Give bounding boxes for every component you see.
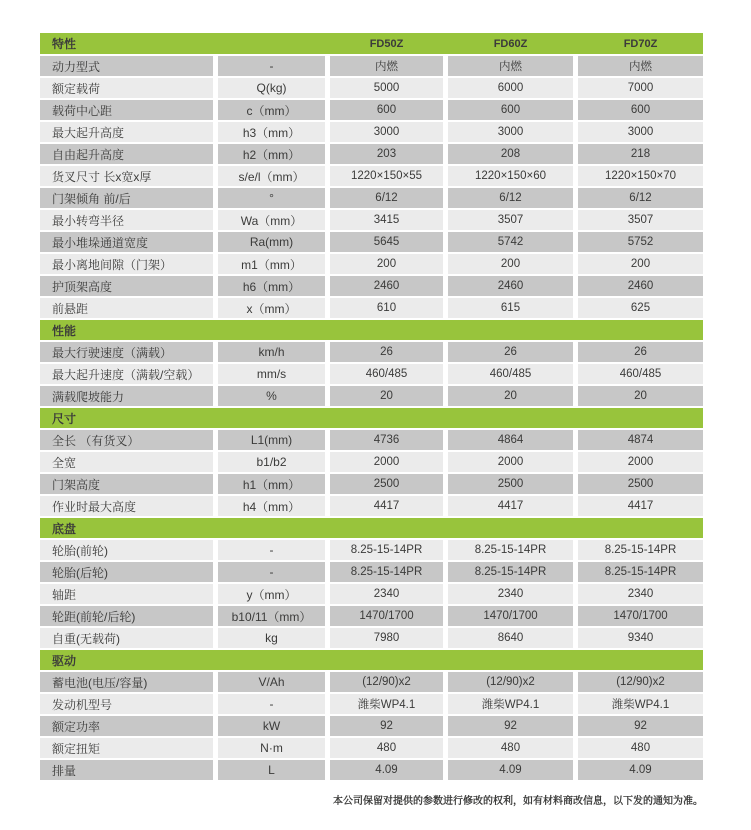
row-unit: h6（mm） (218, 276, 325, 296)
row-value-fd60z: 2000 (448, 452, 573, 472)
row-value-fd70z: 4874 (578, 430, 703, 450)
row-value-fd50z: 460/485 (330, 364, 443, 384)
row-label: 全长 （有货叉） (40, 430, 213, 450)
spec-row (40, 716, 703, 736)
disclaimer-note: 本公司保留对提供的参数进行修改的权利，如有材料商改信息，以下发的通知为准。 (333, 796, 703, 807)
row-value-fd50z: 5645 (330, 232, 443, 252)
row-value-fd50z: 2000 (330, 452, 443, 472)
row-value-fd70z: 8.25-15-14PR (578, 562, 703, 582)
row-unit: h1（mm） (218, 474, 325, 494)
row-value-fd60z: 3507 (448, 210, 573, 230)
row-unit: Wa（mm） (218, 210, 325, 230)
row-unit: L1(mm) (218, 430, 325, 450)
spec-row (40, 298, 703, 318)
row-value-fd60z: 8640 (448, 628, 573, 648)
row-unit: s/e/l（mm） (218, 166, 325, 186)
row-value-fd50z: 潍柴WP4.1 (330, 694, 443, 714)
row-label: 货叉尺寸 长x宽x厚 (40, 166, 213, 186)
row-unit: L (218, 760, 325, 780)
row-value-fd70z: 1470/1700 (578, 606, 703, 626)
row-unit: h4（mm） (218, 496, 325, 516)
row-value-fd60z: 1470/1700 (448, 606, 573, 626)
section-header-chassis: 底盘 (40, 518, 703, 538)
row-value-fd70z: (12/90)x2 (578, 672, 703, 692)
spec-row (40, 144, 703, 164)
row-label: 自重(无载荷) (40, 628, 213, 648)
spec-row (40, 122, 703, 142)
row-label: 蓄电池(电压/容量) (40, 672, 213, 692)
row-value-fd60z: 2340 (448, 584, 573, 604)
row-label: 排量 (40, 760, 213, 780)
row-unit: b1/b2 (218, 452, 325, 472)
row-value-fd60z: 208 (448, 144, 573, 164)
spec-row (40, 452, 703, 472)
row-unit: km/h (218, 342, 325, 362)
row-value-fd50z: (12/90)x2 (330, 672, 443, 692)
row-value-fd50z: 4736 (330, 430, 443, 450)
row-unit: mm/s (218, 364, 325, 384)
row-value-fd70z: 9340 (578, 628, 703, 648)
row-label: 最大起升速度（满载/空载） (40, 364, 213, 384)
header-model-fd50z: FD50Z (369, 37, 404, 50)
row-value-fd70z: 1220×150×70 (578, 166, 703, 186)
row-value-fd60z: 200 (448, 254, 573, 274)
row-unit: Ra(mm) (218, 232, 325, 252)
row-value-fd50z: 203 (330, 144, 443, 164)
row-value-fd50z: 2460 (330, 276, 443, 296)
row-value-fd70z: 2340 (578, 584, 703, 604)
row-value-fd50z: 5000 (330, 78, 443, 98)
section-header-performance: 性能 (40, 320, 703, 340)
spec-row (40, 738, 703, 758)
header-model-fd60z: FD60Z (493, 37, 528, 50)
row-value-fd60z: 潍柴WP4.1 (448, 694, 573, 714)
row-value-fd70z: 2460 (578, 276, 703, 296)
row-value-fd60z: 4417 (448, 496, 573, 516)
row-label: 作业时最大高度 (40, 496, 213, 516)
row-value-fd50z: 1220×150×55 (330, 166, 443, 186)
row-value-fd60z: 460/485 (448, 364, 573, 384)
row-value-fd60z: 8.25-15-14PR (448, 540, 573, 560)
row-value-fd70z: 218 (578, 144, 703, 164)
row-value-fd70z: 200 (578, 254, 703, 274)
row-label: 门架倾角 前/后 (40, 188, 213, 208)
row-value-fd60z: 8.25-15-14PR (448, 562, 573, 582)
spec-row (40, 232, 703, 252)
row-label: 轮距(前轮/后轮) (40, 606, 213, 626)
row-unit: c（mm） (218, 100, 325, 120)
row-unit: - (218, 562, 325, 582)
spec-row (40, 364, 703, 384)
spec-row (40, 496, 703, 516)
row-label: 轴距 (40, 584, 213, 604)
row-label: 全宽 (40, 452, 213, 472)
row-value-fd60z: 615 (448, 298, 573, 318)
section-header-drive: 驱动 (40, 650, 703, 670)
row-value-fd60z: 6/12 (448, 188, 573, 208)
row-value-fd50z: 3415 (330, 210, 443, 230)
row-unit: h3（mm） (218, 122, 325, 142)
row-value-fd70z: 2500 (578, 474, 703, 494)
spec-row (40, 276, 703, 296)
row-value-fd70z: 4.09 (578, 760, 703, 780)
row-value-fd70z: 6/12 (578, 188, 703, 208)
table-header-row (40, 33, 703, 54)
spec-row (40, 430, 703, 450)
row-value-fd50z: 610 (330, 298, 443, 318)
row-value-fd60z: 20 (448, 386, 573, 406)
row-unit: ° (218, 188, 325, 208)
row-value-fd50z: 480 (330, 738, 443, 758)
row-label: 最大行驶速度（满载） (40, 342, 213, 362)
spec-row (40, 672, 703, 692)
spec-row (40, 628, 703, 648)
row-value-fd60z: 1220×150×60 (448, 166, 573, 186)
row-label: 最小转弯半径 (40, 210, 213, 230)
table-body (40, 56, 703, 780)
row-value-fd70z: 26 (578, 342, 703, 362)
row-value-fd60z: 3000 (448, 122, 573, 142)
row-unit: b10/11（mm） (218, 606, 325, 626)
row-value-fd60z: 2460 (448, 276, 573, 296)
spec-row (40, 56, 703, 76)
row-label: 最大起升高度 (40, 122, 213, 142)
spec-row (40, 584, 703, 604)
row-label: 额定扭矩 (40, 738, 213, 758)
row-value-fd60z: 5742 (448, 232, 573, 252)
row-value-fd50z: 6/12 (330, 188, 443, 208)
row-unit: kg (218, 628, 325, 648)
header-feature-label: 特性 (52, 37, 77, 51)
row-value-fd50z: 2340 (330, 584, 443, 604)
spec-row (40, 188, 703, 208)
row-value-fd60z: 92 (448, 716, 573, 736)
row-value-fd50z: 2500 (330, 474, 443, 494)
row-value-fd70z: 3000 (578, 122, 703, 142)
row-value-fd50z: 600 (330, 100, 443, 120)
row-label: 前悬距 (40, 298, 213, 318)
row-value-fd60z: 480 (448, 738, 573, 758)
row-value-fd50z: 26 (330, 342, 443, 362)
row-value-fd70z: 2000 (578, 452, 703, 472)
row-label: 最小堆垛通道宽度 (40, 232, 213, 252)
spec-row (40, 606, 703, 626)
row-value-fd60z: (12/90)x2 (448, 672, 573, 692)
row-unit: - (218, 694, 325, 714)
row-value-fd70z: 600 (578, 100, 703, 120)
spec-row (40, 78, 703, 98)
row-unit: Q(kg) (218, 78, 325, 98)
spec-row (40, 694, 703, 714)
header-model-fd70z: FD70Z (623, 37, 658, 50)
row-value-fd70z: 4417 (578, 496, 703, 516)
row-value-fd70z: 8.25-15-14PR (578, 540, 703, 560)
row-value-fd50z: 3000 (330, 122, 443, 142)
row-unit: - (218, 56, 325, 76)
row-value-fd60z: 26 (448, 342, 573, 362)
row-label: 满载爬坡能力 (40, 386, 213, 406)
row-value-fd60z: 4.09 (448, 760, 573, 780)
row-unit: % (218, 386, 325, 406)
row-value-fd50z: 20 (330, 386, 443, 406)
row-label: 载荷中心距 (40, 100, 213, 120)
row-value-fd70z: 7000 (578, 78, 703, 98)
spec-row (40, 386, 703, 406)
row-label: 额定载荷 (40, 78, 213, 98)
row-value-fd50z: 92 (330, 716, 443, 736)
row-value-fd60z: 600 (448, 100, 573, 120)
row-value-fd50z: 7980 (330, 628, 443, 648)
spec-row (40, 100, 703, 120)
spec-row (40, 760, 703, 780)
row-label: 额定功率 (40, 716, 213, 736)
row-value-fd50z: 1470/1700 (330, 606, 443, 626)
row-value-fd50z: 内燃 (330, 56, 443, 76)
spec-row (40, 254, 703, 274)
row-value-fd60z: 内燃 (448, 56, 573, 76)
row-value-fd70z: 3507 (578, 210, 703, 230)
row-unit: m1（mm） (218, 254, 325, 274)
spec-row (40, 540, 703, 560)
row-unit: N·m (218, 738, 325, 758)
spec-row (40, 166, 703, 186)
row-value-fd50z: 8.25-15-14PR (330, 540, 443, 560)
header-unit-spacer (218, 33, 325, 54)
row-value-fd70z: 92 (578, 716, 703, 736)
spec-row (40, 210, 703, 230)
row-label: 护顶架高度 (40, 276, 213, 296)
row-unit: h2（mm） (218, 144, 325, 164)
row-value-fd70z: 460/485 (578, 364, 703, 384)
row-value-fd50z: 4.09 (330, 760, 443, 780)
spec-row (40, 342, 703, 362)
row-label: 轮胎(前轮) (40, 540, 213, 560)
row-value-fd70z: 内燃 (578, 56, 703, 76)
row-value-fd60z: 6000 (448, 78, 573, 98)
row-value-fd70z: 20 (578, 386, 703, 406)
spec-table (40, 33, 703, 780)
row-label: 自由起升高度 (40, 144, 213, 164)
row-value-fd50z: 200 (330, 254, 443, 274)
spec-row (40, 562, 703, 582)
row-value-fd70z: 5752 (578, 232, 703, 252)
row-unit: - (218, 540, 325, 560)
row-value-fd50z: 8.25-15-14PR (330, 562, 443, 582)
row-label: 门架高度 (40, 474, 213, 494)
row-value-fd60z: 4864 (448, 430, 573, 450)
row-value-fd60z: 2500 (448, 474, 573, 494)
row-label: 发动机型号 (40, 694, 213, 714)
row-unit: x（mm） (218, 298, 325, 318)
row-value-fd70z: 潍柴WP4.1 (578, 694, 703, 714)
row-value-fd70z: 625 (578, 298, 703, 318)
row-value-fd70z: 480 (578, 738, 703, 758)
row-label: 动力型式 (40, 56, 213, 76)
spec-row (40, 474, 703, 494)
row-label: 轮胎(后轮) (40, 562, 213, 582)
row-unit: V/Ah (218, 672, 325, 692)
section-header-dimensions: 尺寸 (40, 408, 703, 428)
row-unit: kW (218, 716, 325, 736)
row-value-fd50z: 4417 (330, 496, 443, 516)
row-label: 最小离地间隙（门架） (40, 254, 213, 274)
row-unit: y（mm） (218, 584, 325, 604)
